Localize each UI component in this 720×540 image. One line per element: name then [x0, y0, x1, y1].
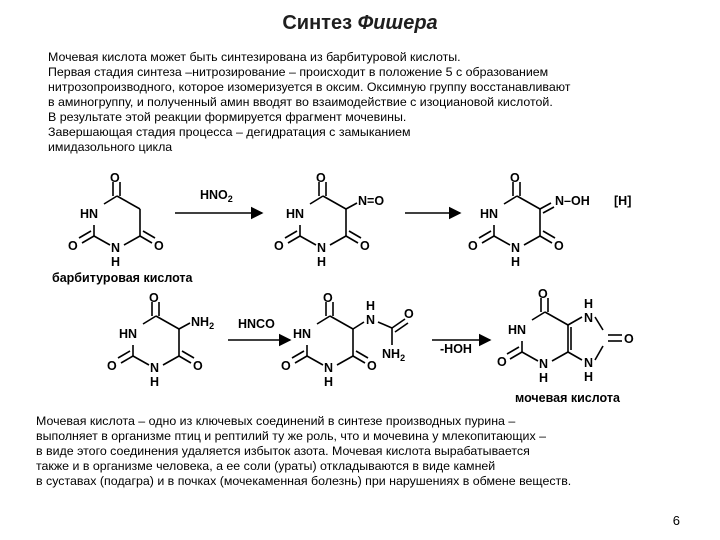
atom-n: N	[324, 361, 334, 375]
atom-hn: HN	[480, 207, 499, 221]
outro-line: выполняет в организме птиц и рептилий ту же роль, что и мочевина у млекопитающих –	[36, 429, 546, 443]
atom-o: O	[193, 359, 203, 373]
atom-o: O	[316, 171, 326, 185]
atom-o: O	[110, 171, 120, 185]
outro-line: Мочевая кислота – одно из ключевых соединений в синтезе производных пурина –	[36, 414, 516, 428]
atom-hn: HN	[80, 207, 99, 221]
atom-h: H	[511, 255, 521, 269]
atom-h: H	[317, 255, 327, 269]
atom-o: O	[274, 239, 284, 253]
atom-o: O	[360, 239, 370, 253]
title-word-fischer: Фишера	[357, 12, 438, 34]
atom-o: O	[404, 307, 414, 321]
intro-line: Завершающая стадия процесса – дегидратация с замыканием	[48, 125, 411, 139]
reagent-dehydration: -HOH	[440, 342, 472, 356]
atom-h: H	[584, 297, 594, 311]
outro-line: также и в организме человека, а ее соли (ураты) откладываются в виде камней	[36, 459, 496, 473]
atom-o: O	[68, 239, 78, 253]
atom-h: H	[539, 371, 549, 385]
atom-n: N	[584, 311, 594, 325]
atom-o: O	[367, 359, 377, 373]
intro-line: нитрозопроизводного, которое изомеризуется в оксим. Оксимную группу восстанавливают	[48, 80, 571, 94]
reagent-hnco: HNCO	[238, 317, 275, 331]
atom-hn: HN	[286, 207, 305, 221]
intro-line: имидазольного цикла	[48, 140, 173, 154]
atom-h: H	[584, 370, 594, 384]
atom-n: N	[317, 241, 327, 255]
atom-o: O	[510, 171, 520, 185]
atom-hn: HN	[508, 323, 527, 337]
atom-n: N	[584, 356, 594, 370]
caption-uric-acid: мочевая кислота	[515, 391, 620, 405]
atom-o: O	[497, 355, 507, 369]
intro-line: в аминогруппу, и полученный амин вводят во взаимодействие с изоциановой кислотой.	[48, 95, 553, 109]
atom-o: O	[554, 239, 564, 253]
atom-h: H	[111, 255, 121, 269]
atom-n: N	[150, 361, 160, 375]
atom-h: H	[150, 375, 160, 389]
outro-line: в виде этого соединения удаляется избыток азота. Мочевая кислота вырабатывается	[36, 444, 530, 458]
page-number: 6	[672, 513, 680, 528]
atom-o: O	[149, 291, 159, 305]
atom-o: O	[281, 359, 291, 373]
reagent-reduction: [H]	[614, 194, 632, 208]
title-word-synthesis: Синтез	[282, 12, 353, 34]
intro-line: В результате этой реакции формируется фрагмент мочевины.	[48, 110, 407, 124]
outro-line: в суставах (подагра) и в почках (мочекаменная болезнь) при нарушениях в обмене веществ.	[36, 474, 572, 488]
group-amine: $NH_2$	[382, 347, 406, 363]
atom-n: N	[511, 241, 521, 255]
atom-n: N	[111, 241, 121, 255]
intro-line: Первая стадия синтеза –нитрозирование – происходит в положение 5 с образованием	[48, 65, 549, 79]
atom-h: H	[324, 375, 334, 389]
atom-o: O	[468, 239, 478, 253]
group-amine: $NH_2$	[191, 315, 215, 331]
group-oxime: N–OH	[555, 194, 590, 208]
atom-hn: HN	[119, 327, 138, 341]
atom-n: N	[539, 357, 549, 371]
atom-hn: HN	[293, 327, 312, 341]
group-nitroso: N=O	[358, 194, 385, 208]
caption-barbituric-acid: барбитуровая кислота	[52, 271, 193, 285]
atom-o: O	[538, 287, 548, 301]
outro-paragraph	[36, 414, 696, 489]
atom-o: O	[107, 359, 117, 373]
atom-o: O	[154, 239, 164, 253]
atom-o: O	[624, 332, 634, 346]
atom-o: O	[323, 291, 333, 305]
reagent-hno2: $HNO_2$	[200, 188, 233, 204]
atom-n: N	[366, 313, 376, 327]
atom-h: H	[366, 299, 376, 313]
intro-line: Мочевая кислота может быть синтезирована из барбитуровой кислоты.	[48, 50, 461, 64]
